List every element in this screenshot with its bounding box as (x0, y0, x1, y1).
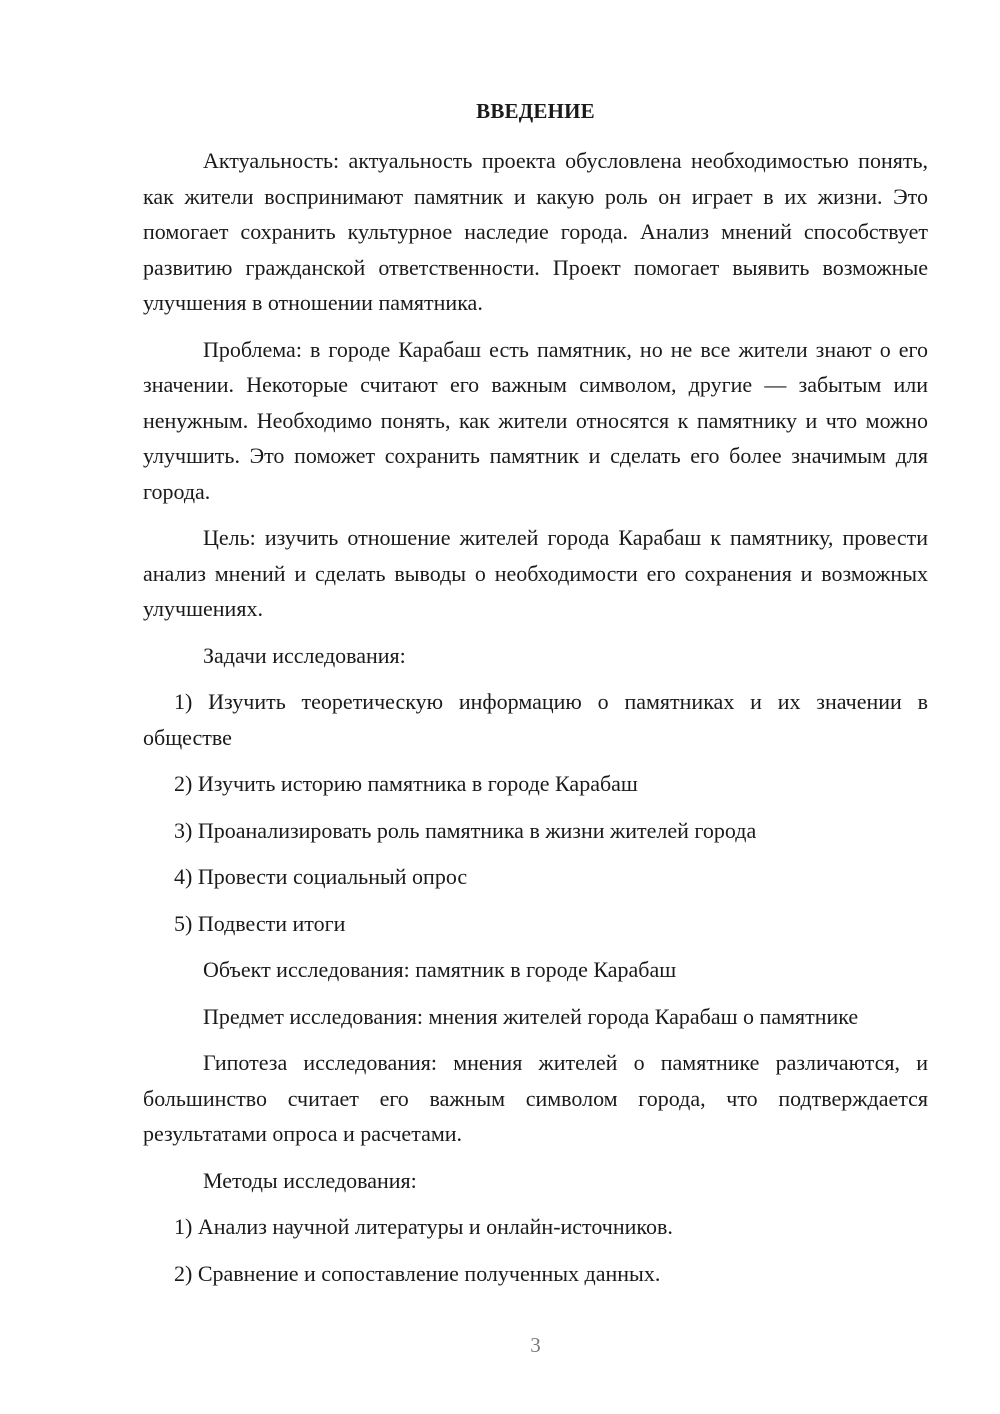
research-hypothesis: Гипотеза исследования: мнения жителей о памятнике различаются, и большинство считает его важным символом города, что подтверждается результатами опроса и расчетами. (143, 1050, 928, 1146)
page-title: ВВЕДЕНИЕ (476, 99, 595, 123)
task-item: 5) Подвести итоги (174, 910, 346, 936)
research-object: Объект исследования: памятник в городе Карабаш (203, 957, 677, 982)
tasks-heading: Задачи исследования: (203, 642, 406, 668)
document-page (143, 0, 928, 1414)
method-item: 1) Анализ научной литературы и онлайн-источников. (174, 1214, 673, 1239)
research-subject: Предмет исследования: мнения жителей города Карабаш о памятнике (203, 1003, 859, 1029)
goal-paragraph: Цель: изучить отношение жителей города Карабаш к памятнику, провести анализ мнений и сделать выводы о необходимости его сохранения и возможных улучшениях. (143, 525, 928, 621)
method-item: 2) Сравнение и сопоставление полученных данных. (174, 1260, 661, 1286)
methods-heading: Методы исследования: (203, 1167, 417, 1193)
task-item: 3) Проанализировать роль памятника в жизни жителей города (174, 817, 757, 843)
task-item: 4) Провести социальный опрос (174, 864, 468, 889)
page-number: 3 (530, 1333, 541, 1357)
task-item: 1) Изучить теоретическую информацию о памятниках и их значении в обществе (143, 689, 928, 750)
task-item: 2) Изучить историю памятника в городе Карабаш (174, 771, 638, 796)
document-body (143, 143, 928, 1302)
relevance-paragraph: Актуальность: актуальность проекта обусловлена необходимостью понять, как жители воспринимают памятник и какую роль он играет в их жизни. Это помогает сохранить культурное наследие города. Анализ мнений способствует развитию гражданской ответственности. Проект помогает выявить возможные улучшения в отношении памятника. (143, 148, 928, 315)
problem-paragraph: Проблема: в городе Карабаш есть памятник, но не все жители знают о его значении. Некоторые считают его важным символом, другие — забытым или ненужным. Необходимо понять, как жители относятся к памятнику и что можно улучшить. Это поможет сохранить памятник и сделать его более значимым для города. (143, 336, 928, 504)
